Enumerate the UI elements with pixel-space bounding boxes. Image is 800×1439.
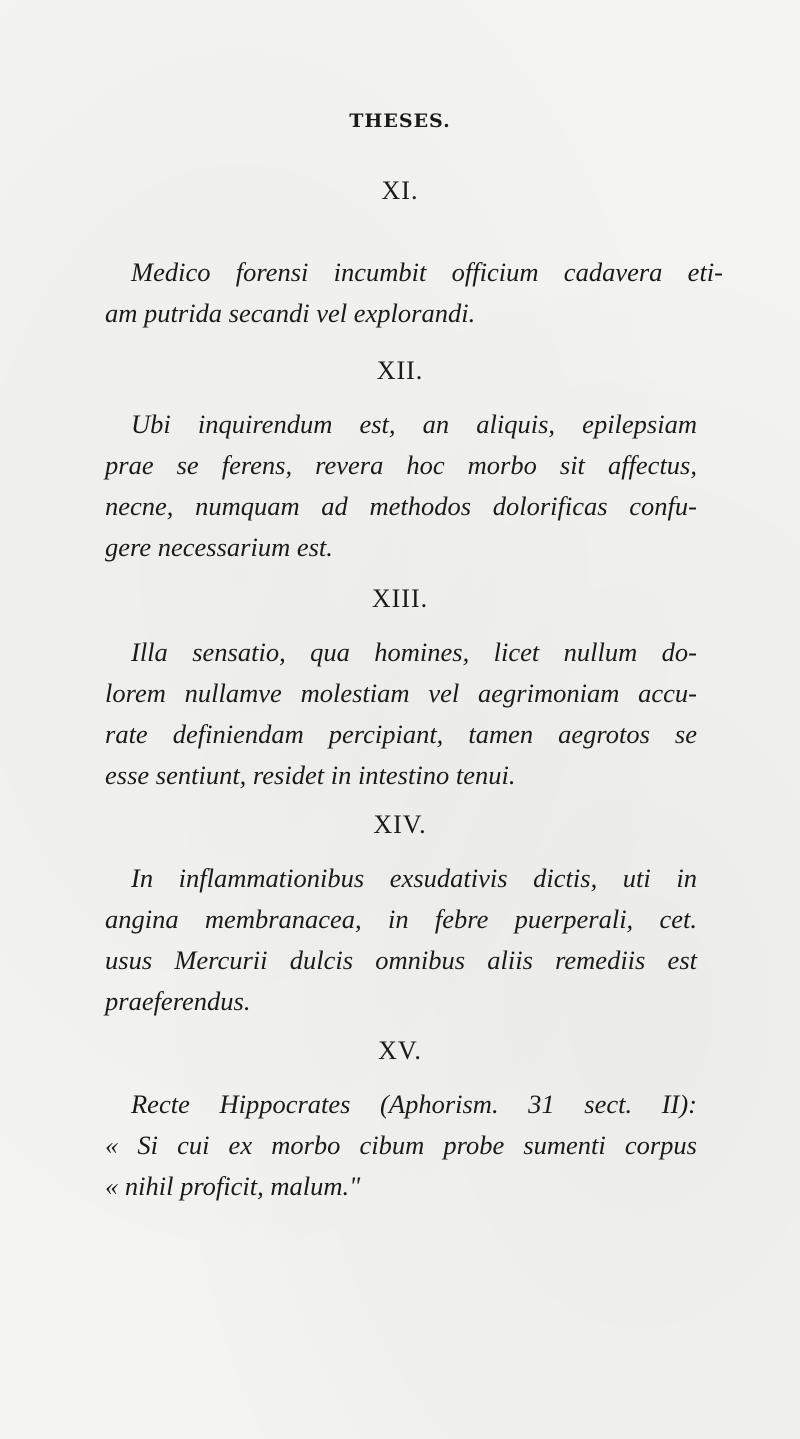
thesis-line: usus Mercurii dulcis omnibus aliis remediis est — [105, 945, 697, 975]
thesis-line: rate definiendam percipiant, tamen aegrotos se — [105, 719, 697, 749]
thesis-line: am putrida secandi vel explorandi. — [105, 298, 476, 328]
thesis-number: XI. — [381, 176, 419, 205]
thesis-text — [105, 404, 697, 568]
thesis-line: praeferendus. — [105, 986, 251, 1016]
thesis-line: Recte Hippocrates (Aphorism. 31 sect. II): — [131, 1089, 697, 1119]
thesis-number: XIII. — [371, 584, 429, 613]
thesis-line: lorem nullamve molestiam vel aegrimoniam accu- — [105, 678, 697, 708]
thesis-line: angina membranacea, in febre puerperali, cet. — [105, 904, 697, 934]
thesis-text — [105, 632, 697, 796]
thesis-number: XV. — [378, 1036, 422, 1065]
thesis-line: Ubi inquirendum est, an aliquis, epilepsiam — [131, 409, 697, 439]
thesis-number: XIV. — [373, 810, 427, 839]
thesis-line: necne, numquam ad methodos dolorificas confu- — [105, 491, 697, 521]
thesis-line: « Si cui ex morbo cibum probe sumenti corpus — [105, 1130, 697, 1160]
thesis-line: gere necessarium est. — [105, 532, 333, 562]
thesis-text — [105, 858, 697, 1022]
thesis-text — [105, 1084, 697, 1207]
thesis-number: XII. — [376, 356, 424, 385]
thesis-line: In inflammationibus exsudativis dictis, uti in — [131, 863, 697, 893]
thesis-line: Medico forensi incumbit officium cadavera eti- — [131, 257, 723, 287]
running-head: THESES. — [349, 110, 451, 132]
thesis-text — [105, 252, 723, 334]
thesis-line: Illa sensatio, qua homines, licet nullum do- — [131, 637, 697, 667]
thesis-line: esse sentiunt, residet in intestino tenui. — [105, 760, 516, 790]
thesis-line: prae se ferens, revera hoc morbo sit affectus, — [105, 450, 697, 480]
thesis-line: « nihil proficit, malum." — [105, 1171, 361, 1201]
